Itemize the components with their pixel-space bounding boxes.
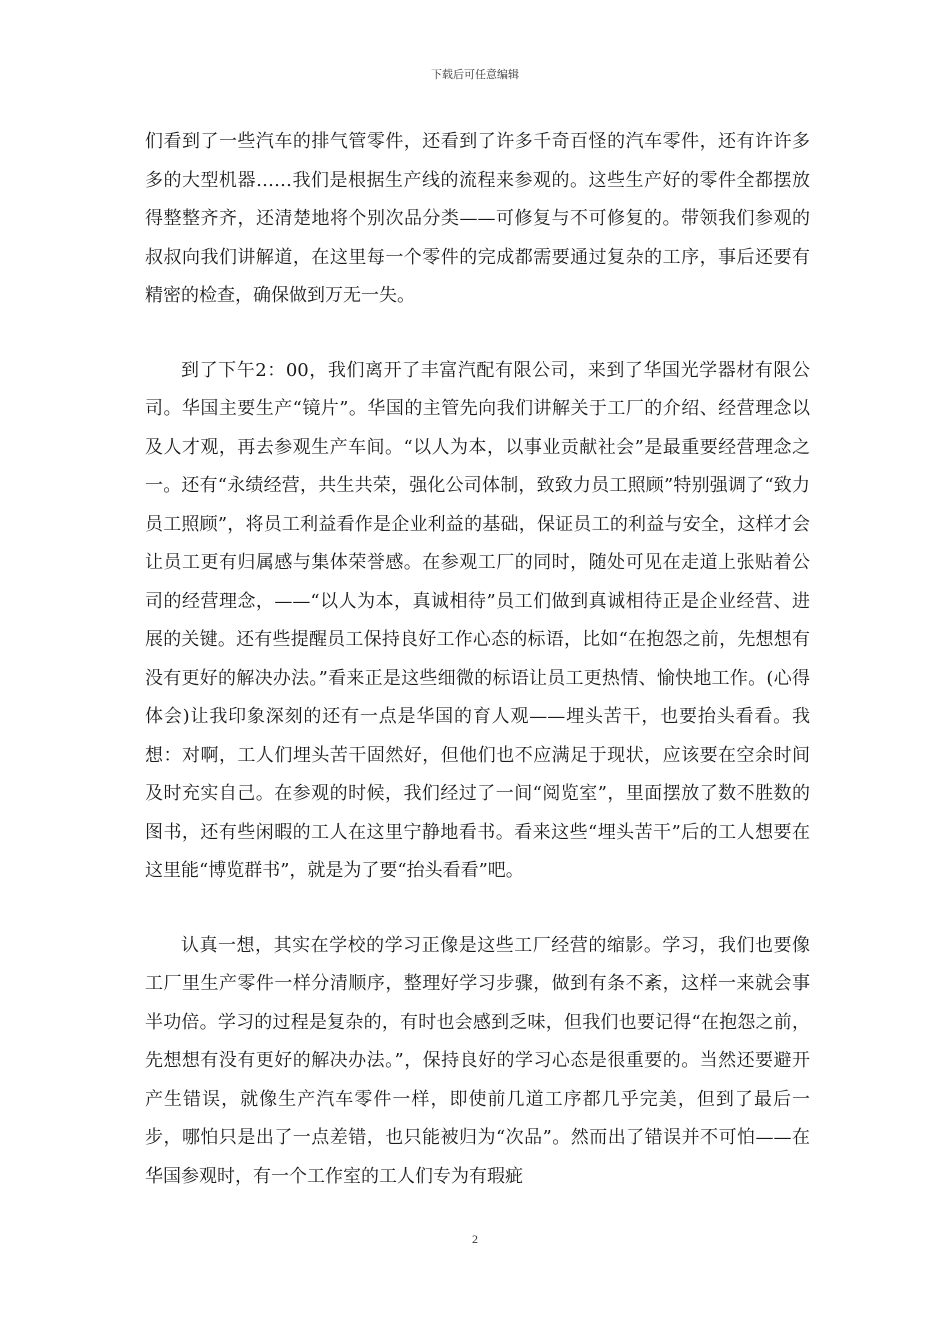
paragraph-1: 们看到了一些汽车的排气管零件，还看到了许多千奇百怪的汽车零件，还有许许多多的大型机器……我们是根据生产线的流程来参观的。这些生产好的零件全都摆放得整整齐齐，还清楚地将个别次品分类——可修复与不可修复的。带领我们参观的叔叔向我们讲解道，在这里每一个零件的完成都需要通过复杂的工序，事后还要有精密的检查，确保做到万无一失。 <box>145 131 810 306</box>
paragraph-gap <box>145 316 810 352</box>
page-number: 2 <box>472 1232 478 1246</box>
paragraph-2: 到了下午2：00，我们离开了丰富汽配有限公司，来到了华国光学器材有限公司。华国主要生产“镜片”。华国的主管先向我们讲解关于工厂的介绍、经营理念以及人才观，再去参观生产车间。“以人为本，以事业贡献社会”是最重要经营理念之一。还有“永绩经营，共生共荣，强化公司体制，致致力员工照顾”特别强调了“致力员工照顾”，将员工利益看作是企业利益的基础，保证员工的利益与安全，这样才会让员工更有归属感与集体荣誉感。在参观工厂的同时，随处可见在走道上张贴着公司的经营理念，——“以人为本，真诚相待”员工们做到真诚相待正是企业经营、进展的关键。还有些提醒员工保持良好工作心态的标语，比如“在抱怨之前，先想想有没有更好的解决办法。”看来正是这些细微的标语让员工更热情、愉快地工作。(心得体会)让我印象深刻的还有一点是华国的育人观——埋头苦干，也要抬头看看。我想：对啊，工人们埋头苦干固然好，但他们也不应满足于现状，应该要在空余时间及时充实自己。在参观的时候，我们经过了一间“阅览室”，里面摆放了数不胜数的图书，还有些闲暇的工人在这里宁静地看书。看来这些“埋头苦干”后的工人想要在这里能“博览群书”，就是为了要“抬头看看”吧。 <box>145 359 810 881</box>
page-header: 下载后可任意编辑 <box>431 68 519 81</box>
paragraph-3: 认真一想，其实在学校的学习正像是这些工厂经营的缩影。学习，我们也要像工厂里生产零件一样分清顺序，整理好学习步骤，做到有条不紊，这样一来就会事半功倍。学习的过程是复杂的，有时也会感到乏味，但我们也要记得“在抱怨之前，先想想有没有更好的解决办法。”，保持良好的学习心态是很重要的。当然还要避开产生错误，就像生产汽车零件一样，即使前几道工序都几乎完美，但到了最后一步，哪怕只是出了一点差错，也只能被归为“次品”。然而出了错误并不可怕——在华国参观时，有一个工作室的工人们专为有瑕疵 <box>145 934 810 1187</box>
document-body <box>145 123 810 1196</box>
paragraph-gap <box>145 891 810 927</box>
